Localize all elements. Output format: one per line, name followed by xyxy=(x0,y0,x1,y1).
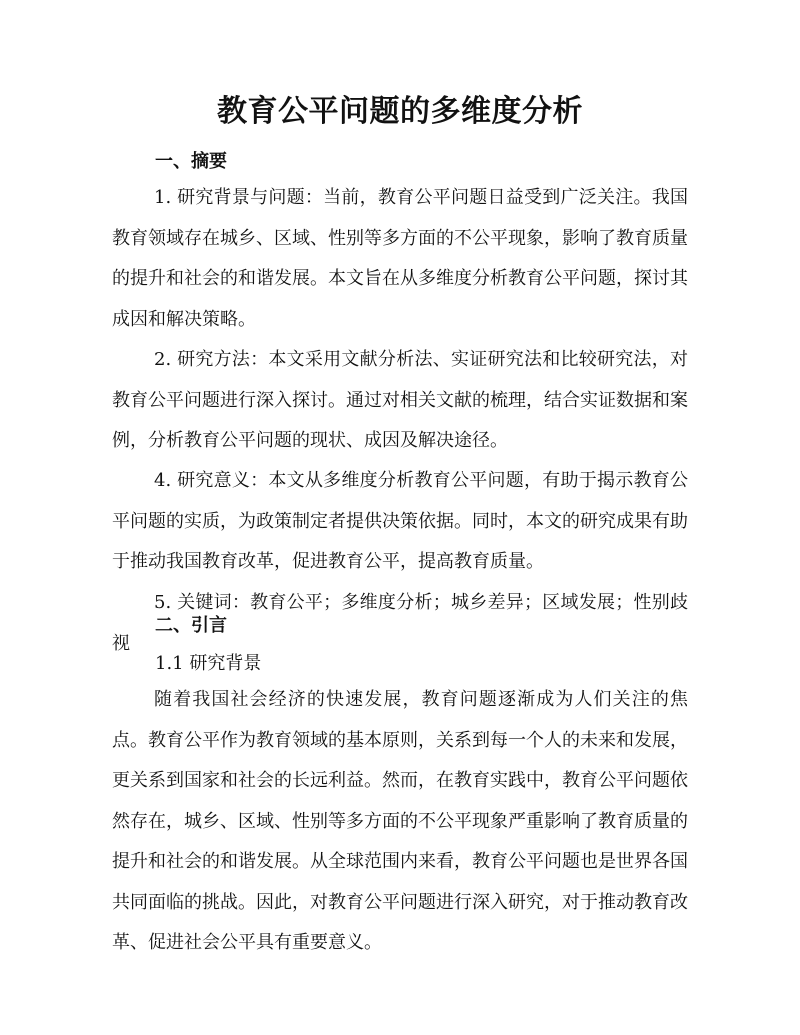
section-heading-introduction: 二、引言 xyxy=(155,615,227,636)
document-title: 教育公平问题的多维度分析 xyxy=(217,94,583,129)
introduction-paragraph: 随着我国社会经济的快速发展，教育问题逐渐成为人们关注的焦点。教育公平作为教育领域的基本原则，关系到每一个人的未来和发展，更关系到国家和社会的长远利益。然而，在教育实践中，教育公平问题依然存在，城乡、区域、性别等多方面的不公平现象严重影响了教育质量的提升和社会的和谐发展。从全球范围内来看，教育公平问题也是世界各国共同面临的挑战。因此，对教育公平问题进行深入研究，对于推动教育改革、促进社会公平具有重要意义。 xyxy=(112,689,688,953)
section-heading-abstract: 一、摘要 xyxy=(155,151,227,172)
abstract-item-significance: 4. 研究意义：本文从多维度分析教育公平问题，有助于揭示教育公平问题的实质，为政策制定者提供决策依据。同时，本文的研究成果有助于推动我国教育改革，促进教育公平，提高教育质量。 xyxy=(112,470,688,572)
abstract-item-keywords: 5. 关键词：教育公平；多维度分析；城乡差异；区域发展；性别歧视 xyxy=(112,592,688,654)
abstract-item-methods: 2. 研究方法：本文采用文献分析法、实证研究法和比较研究法，对教育公平问题进行深入探讨。通过对相关文献的梳理，结合实证数据和案例，分析教育公平问题的现状、成因及解决途径。 xyxy=(112,349,688,451)
subsection-heading-research-background: 1.1 研究背景 xyxy=(155,653,262,674)
abstract-item-background: 1. 研究背景与问题：当前，教育公平问题日益受到广泛关注。我国教育领域存在城乡、区域、性别等多方面的不公平现象，影响了教育质量的提升和社会的和谐发展。本文旨在从多维度分析教育公平问题，探讨其成因和解决策略。 xyxy=(112,187,688,330)
